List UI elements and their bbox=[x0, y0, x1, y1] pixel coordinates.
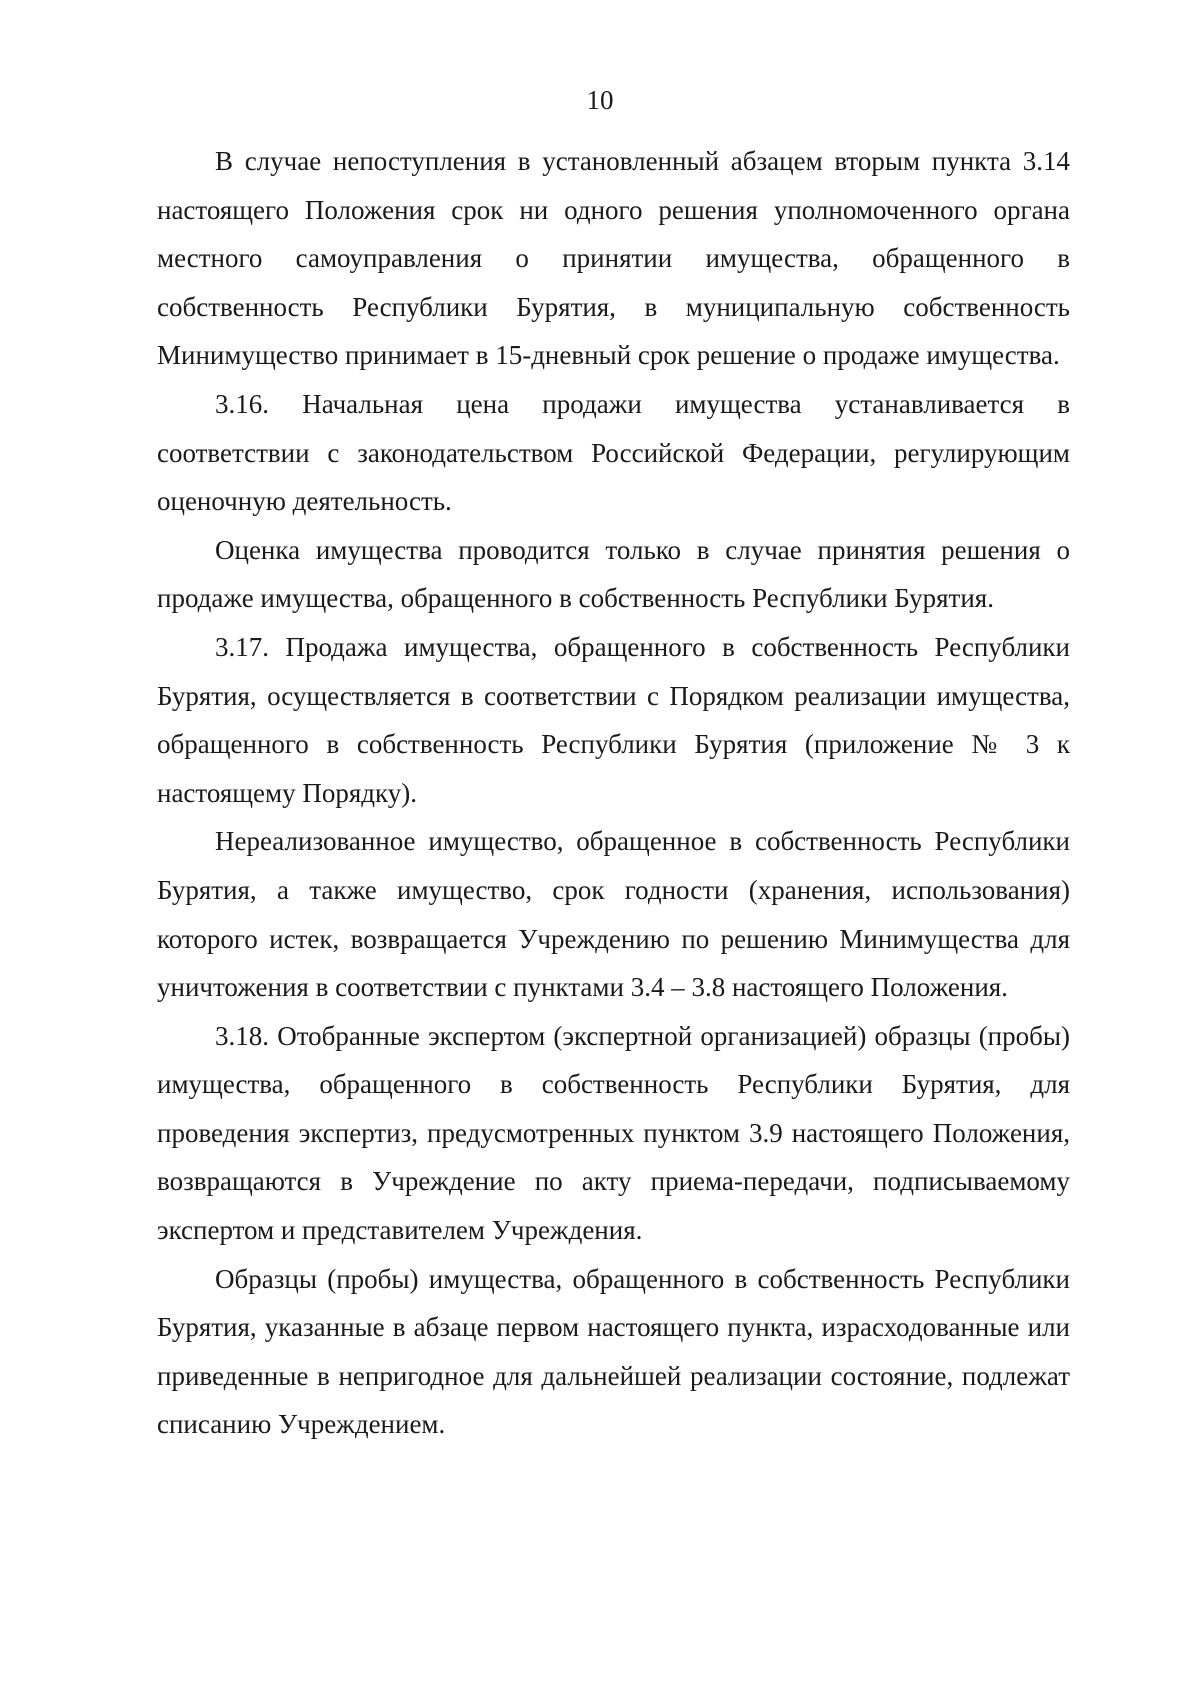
paragraph-unsold-property: Нереализованное имущество, обращенное в собственность Республики Бурятия, а также имущество, срок годности (хранения, использования) которого истек, возвращается Учреждению по решению Минимущества для уничтожения в соответствии с пунктами 3.4 – 3.8 настоящего Положения. bbox=[157, 826, 1070, 1003]
paragraph-3-17-sale: 3.17. Продажа имущества, обращенного в собственность Республики Бурятия, осуществляется в соответствии с Порядком реализации имущества, обращенного в собственность Республики Бурятия (приложение № 3 к настоящему Порядку). bbox=[157, 631, 1070, 808]
page-number: 10 bbox=[586, 85, 614, 115]
paragraph-unreceived-decision: В случае непоступления в установленный абзацем вторым пункта 3.14 настоящего Положения срок ни одного решения уполномоченного органа местного самоуправления о принятии имущества, обращенного в собственность Республики Бурятия, в муниципальную собственность Минимущество принимает в 15-дневный срок решение о продаже имущества. bbox=[157, 146, 1070, 371]
paragraph-samples-write-off: Образцы (пробы) имущества, обращенного в собственность Республики Бурятия, указанные в абзаце первом настоящего пункта, израсходованные или приведенные в непригодное для дальнейшей реализации состояние, подлежат списанию Учреждением. bbox=[157, 1263, 1070, 1440]
paragraph-3-18-samples: 3.18. Отобранные экспертом (экспертной организацией) образцы (пробы) имущества, обращенного в собственность Республики Бурятия, для проведения экспертиз, предусмотренных пунктом 3.9 настоящего Положения, возвращаются в Учреждение по акту приема-передачи, подписываемому экспертом и представителем Учреждения. bbox=[157, 1020, 1070, 1246]
paragraph-property-valuation: Оценка имущества проводится только в случае принятия решения о продаже имущества, обращенного в собственность Республики Бурятия. bbox=[157, 534, 1070, 614]
document-body bbox=[157, 137, 1070, 1449]
paragraph-3-16-initial-price: 3.16. Начальная цена продажи имущества устанавливается в соответствии с законодательством Российской Федерации, регулирующим оценочную деятельность. bbox=[157, 388, 1070, 517]
